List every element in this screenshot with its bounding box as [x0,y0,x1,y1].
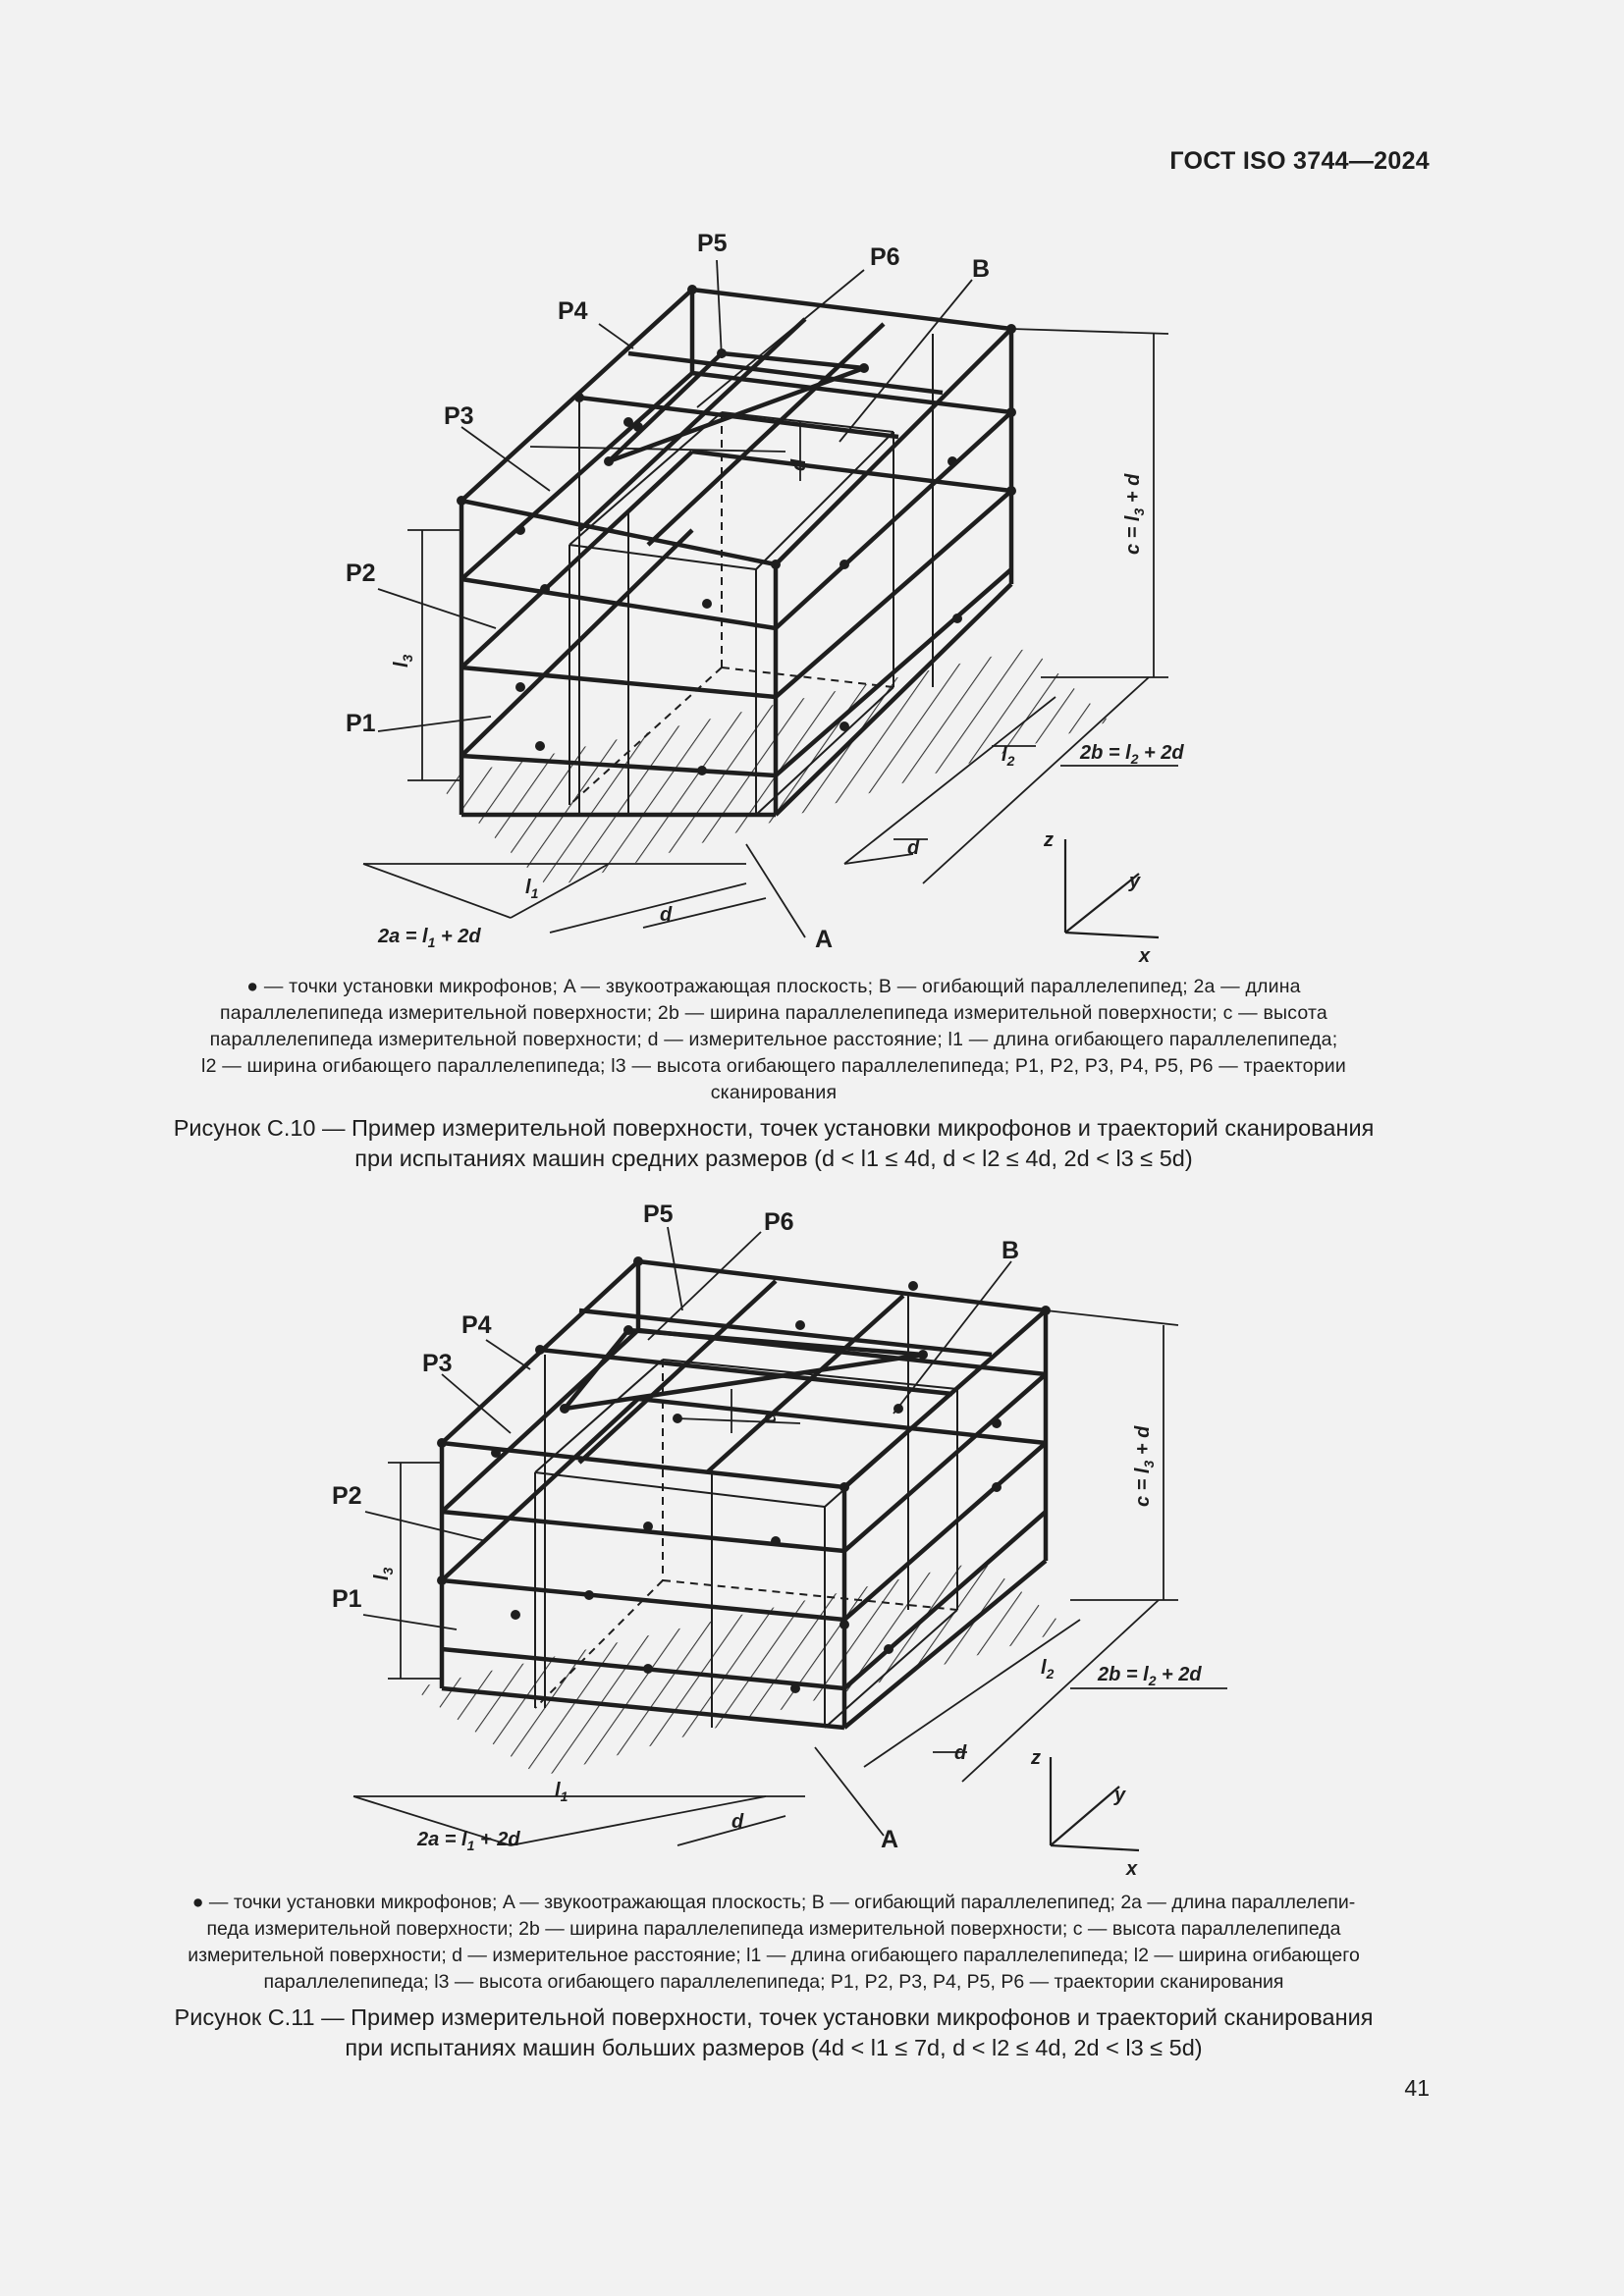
leader-lines [363,1227,1011,1836]
label-d-right: d [907,837,920,859]
label-p3: P3 [422,1350,453,1377]
caption-line: Рисунок C.11 — Пример измерительной поверхности, точек установки микрофонов и траекторий сканирования [174,2004,1374,2030]
figure-c10 [0,216,1624,972]
label-p3: P3 [444,402,474,430]
label-l2: $l_2$ [1041,1657,1055,1682]
legend-line: педа измерительной поверхности; 2b — ширина параллелепипеда измерительной поверхности; c — высота параллелепипеда [206,1918,1341,1940]
figure-c10-legend [116,974,1432,1106]
label-d-bottom: d [660,904,673,926]
legend-line: параллелепипеда измерительной поверхности; 2b — ширина параллелепипеда измерительной поверхности; c — высота [220,1002,1327,1024]
label-p6: P6 [764,1208,794,1236]
legend-line: сканирования [710,1082,838,1103]
label-c: $c = l_3 + d$ [1122,473,1147,555]
figure-c11 [0,1193,1624,1880]
axis-label-z: z [1031,1747,1041,1769]
label-l2: $l_2$ [1001,744,1015,769]
caption-line: Рисунок C.10 — Пример измерительной поверхности, точек установки микрофонов и траекторий сканирования [173,1115,1375,1141]
label-b: B [1001,1237,1020,1264]
caption-line: при испытаниях машин средних размеров (d < l1 ≤ 4d, d < l2 ≤ 4d, 2d < l3 ≤ 5d) [354,1146,1193,1171]
label-p5: P5 [643,1201,674,1228]
axis-label-y: y [1129,871,1141,892]
label-p2: P2 [346,560,376,587]
label-d-right: d [954,1742,967,1764]
label-p1: P1 [346,710,376,737]
label-p6: P6 [870,243,900,271]
figure-c10-labels [346,230,1184,967]
axes [1065,839,1159,937]
axis-label-z: z [1044,829,1054,851]
figure-c11-caption [116,2002,1432,2063]
figure-c10-caption [116,1113,1432,1174]
legend-line: измерительной поверхности; d — измерительное расстояние; l1 — длина огибающего параллелепипеда; l2 — ширина огибающего [188,1945,1360,1966]
label-2a: $2a = l_1 + 2d$ [417,1829,520,1853]
figure-c10-drawing [0,216,1624,972]
legend-line: ● — точки установки микрофонов; A — звукоотражающая плоскость; B — огибающий параллелепипед; 2a — длина [246,976,1301,997]
label-p2: P2 [332,1482,362,1510]
label-d-top: d [759,1411,781,1423]
page-number: 41 [1404,2075,1430,2101]
label-d-top: d [788,458,810,471]
label-2b: $2b = l_2 + 2d$ [1098,1664,1202,1688]
label-l3: $l_3$ [371,1567,396,1580]
label-p4: P4 [558,297,588,325]
legend-line: ● — точки установки микрофонов; A — звукоотражающая плоскость; B — огибающий параллелепипед; 2a — длина параллелепи- [191,1892,1356,1913]
label-d-bottom: d [731,1811,744,1833]
label-c: $c = l_3 + d$ [1132,1425,1157,1507]
label-2a: $2a = l_1 + 2d$ [378,926,481,950]
figure-c11-legend [116,1890,1432,1996]
label-a: A [881,1826,899,1853]
label-l3: $l_3$ [391,654,415,667]
axis-label-y: y [1114,1785,1126,1806]
label-b: B [972,255,991,283]
label-p5: P5 [697,230,728,257]
figure-c11-labels [332,1201,1202,1880]
legend-line: параллелепипеда; l3 — высота огибающего параллелепипеда; P1, P2, P3, P4, P5, P6 — траектории сканирования [263,1971,1284,1993]
legend-line: параллелепипеда измерительной поверхности; d — измерительное расстояние; l1 — длина огибающего параллелепипеда; [209,1029,1338,1050]
reflecting-plane-hatch [412,1561,1070,1777]
axis-label-x: x [1139,945,1151,967]
axes [1051,1757,1139,1850]
figure-c11-drawing [0,1193,1624,1880]
label-l1: $l_1$ [525,877,539,901]
label-p1: P1 [332,1585,362,1613]
label-a: A [815,926,834,953]
label-p4: P4 [461,1311,492,1339]
document-header: ГОСТ ISO 3744—2024 [1169,147,1430,175]
label-2b: $2b = l_2 + 2d$ [1080,742,1184,767]
axis-label-x: x [1126,1858,1138,1880]
legend-line: l2 — ширина огибающего параллелепипеда; l3 — высота огибающего параллелепипеда; P1, P2, P3, P4, P5, P6 — траектории [201,1055,1346,1077]
caption-line: при испытаниях машин больших размеров (4d < l1 ≤ 7d, d < l2 ≤ 4d, 2d < l3 ≤ 5d) [345,2035,1203,2060]
label-l1: $l_1$ [555,1780,568,1804]
dimension-lines [353,1310,1227,1845]
